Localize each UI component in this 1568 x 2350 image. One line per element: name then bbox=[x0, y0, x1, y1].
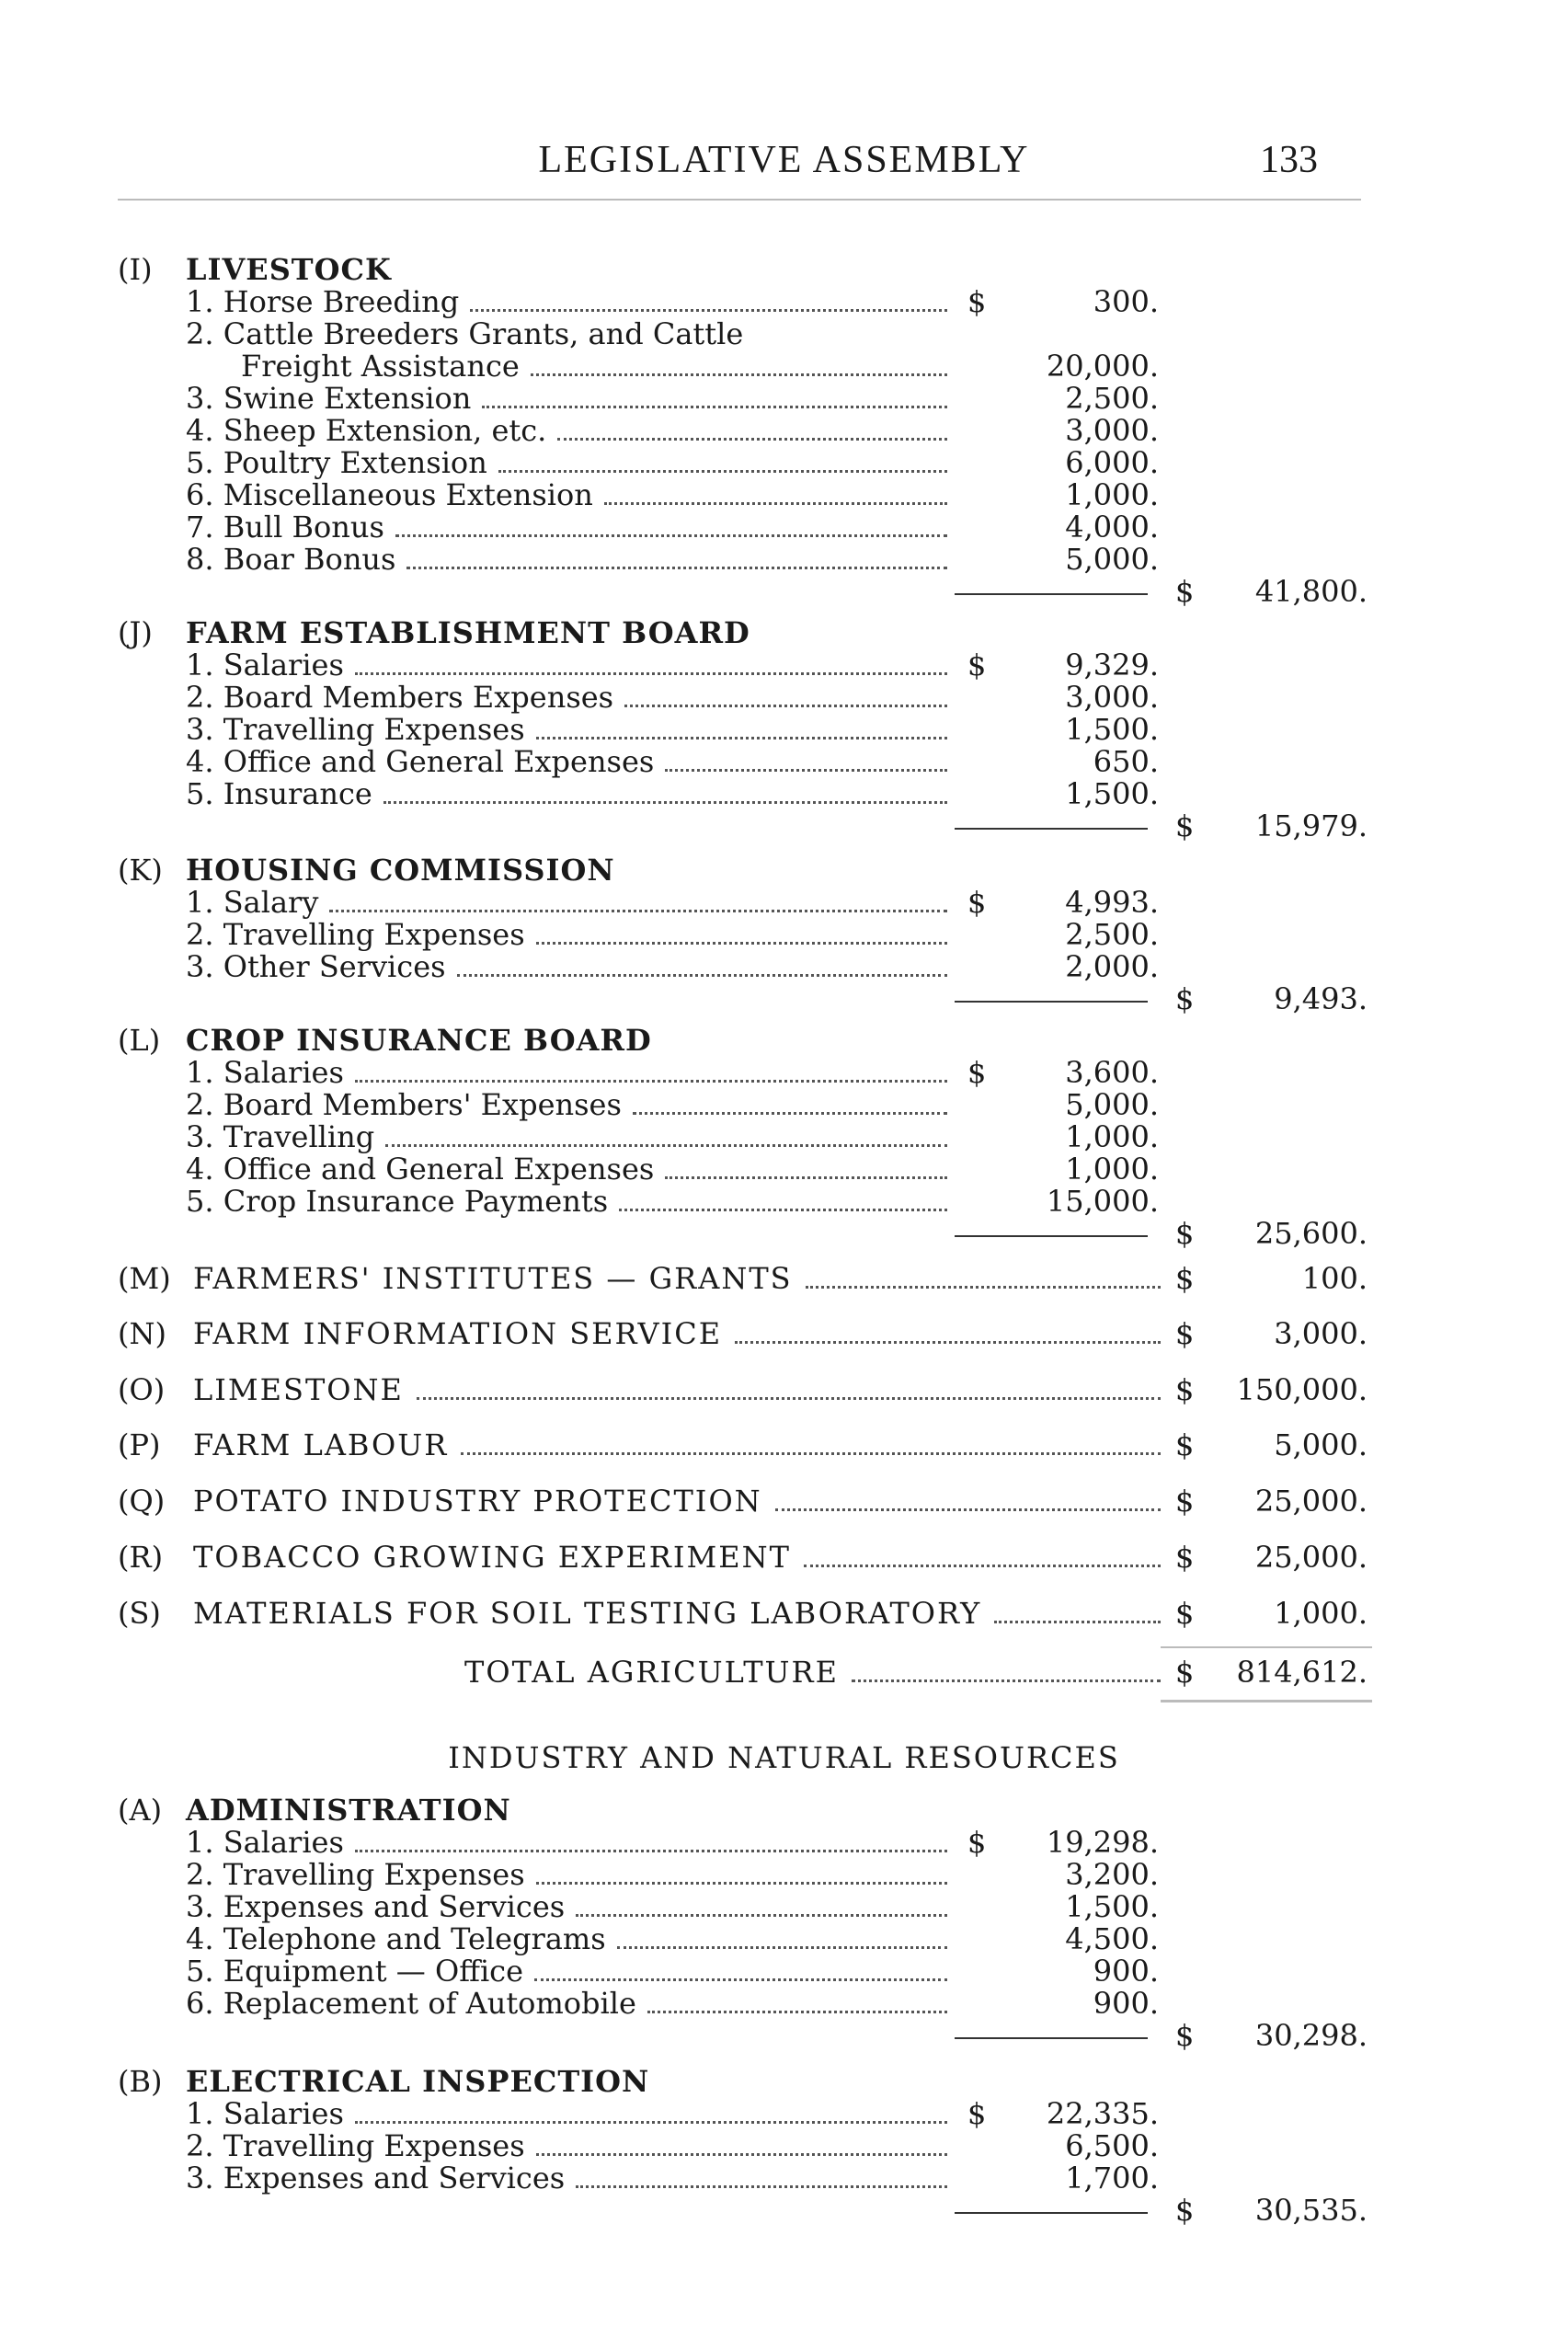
item-label: 1. Salary bbox=[186, 885, 319, 920]
subtotal-rule bbox=[955, 1235, 1148, 1237]
section-total: 30,298. bbox=[1254, 2018, 1368, 2053]
leader-dots bbox=[806, 1286, 1161, 1289]
section-name: LIVESTOCK bbox=[186, 252, 392, 287]
dollar-sign: $ bbox=[1175, 2193, 1195, 2228]
table-row bbox=[0, 1890, 1568, 1923]
leader-dots bbox=[804, 1565, 1161, 1567]
table-row bbox=[0, 1428, 1568, 1462]
section-name: FARM ESTABLISHMENT BOARD bbox=[186, 615, 750, 650]
leader-dots bbox=[534, 1978, 947, 1981]
section-total: 25,600. bbox=[1254, 1216, 1368, 1251]
item-amount: 1,000. bbox=[1065, 1152, 1159, 1186]
table-row bbox=[0, 1152, 1568, 1186]
dollar-sign: $ bbox=[967, 1055, 987, 1090]
item-amount: 5,000. bbox=[1065, 1087, 1159, 1122]
item-label: 4. Telephone and Telegrams bbox=[186, 1921, 606, 1956]
section-total: 1,000. bbox=[1274, 1596, 1368, 1631]
item-amount: 2,500. bbox=[1065, 917, 1159, 952]
table-row bbox=[0, 2097, 1568, 2130]
section-total: 814,612. bbox=[1236, 1655, 1368, 1690]
leader-dots bbox=[617, 1946, 947, 1949]
item-label: 5. Equipment — Office bbox=[186, 1954, 524, 1989]
dollar-sign: $ bbox=[1175, 574, 1195, 609]
leader-dots bbox=[406, 567, 947, 569]
item-label: 1. Salaries bbox=[186, 1825, 344, 1860]
leader-dots bbox=[383, 801, 947, 804]
leader-dots bbox=[482, 406, 947, 408]
leader-dots bbox=[852, 1679, 1161, 1682]
item-amount: 5,000. bbox=[1065, 542, 1159, 577]
item-label: 1. Salaries bbox=[186, 1055, 344, 1090]
item-amount: 3,600. bbox=[1065, 1055, 1159, 1090]
item-label: 2. Board Members Expenses bbox=[186, 680, 614, 715]
table-row bbox=[0, 1987, 1568, 2020]
section-total: 9,493. bbox=[1274, 981, 1368, 1016]
section-name: HOUSING COMMISSION bbox=[186, 853, 615, 888]
section-total: 15,979. bbox=[1254, 808, 1368, 843]
table-row bbox=[0, 1826, 1568, 1859]
table-row bbox=[0, 1541, 1568, 1574]
table-row bbox=[0, 1120, 1568, 1153]
dollar-sign: $ bbox=[967, 885, 987, 920]
item-amount: 1,500. bbox=[1065, 712, 1159, 747]
leader-dots bbox=[355, 1850, 947, 1852]
table-row bbox=[0, 1858, 1568, 1891]
table-row bbox=[0, 616, 1568, 649]
section-key: (B) bbox=[118, 2064, 163, 2099]
item-amount: 900. bbox=[1093, 1986, 1159, 2021]
section-name: LIMESTONE bbox=[193, 1372, 404, 1407]
item-label: 2. Travelling Expenses bbox=[186, 2128, 525, 2163]
leader-dots bbox=[994, 1621, 1161, 1623]
item-label: 5. Crop Insurance Payments bbox=[186, 1184, 609, 1219]
item-label: 7. Bull Bonus bbox=[186, 510, 384, 545]
leader-dots bbox=[624, 705, 947, 707]
item-label: 1. Salaries bbox=[186, 648, 344, 682]
item-amount: 3,000. bbox=[1065, 413, 1159, 448]
table-row bbox=[0, 446, 1568, 479]
subtotal-rule bbox=[955, 593, 1148, 595]
item-amount: 900. bbox=[1093, 1954, 1159, 1989]
section-key: (S) bbox=[118, 1596, 161, 1631]
section-key: (N) bbox=[118, 1316, 166, 1351]
item-label: 3. Swine Extension bbox=[186, 381, 472, 416]
item-label: 4. Office and General Expenses bbox=[186, 1152, 655, 1186]
item-label: 3. Other Services bbox=[186, 949, 446, 984]
subtotal-rule bbox=[955, 1001, 1148, 1003]
section-total: 3,000. bbox=[1274, 1316, 1368, 1351]
table-row bbox=[0, 1262, 1568, 1295]
item-label: 8. Boar Bonus bbox=[186, 542, 396, 577]
dollar-sign: $ bbox=[1175, 1427, 1195, 1462]
leader-dots bbox=[536, 2153, 947, 2156]
page-title: LEGISLATIVE ASSEMBLY bbox=[538, 139, 1030, 181]
table-row bbox=[0, 2019, 1568, 2052]
leader-dots bbox=[576, 2185, 947, 2188]
table-row bbox=[0, 1922, 1568, 1955]
section-key: (K) bbox=[118, 853, 163, 888]
item-amount: 19,298. bbox=[1046, 1825, 1159, 1860]
dollar-sign: $ bbox=[1175, 1261, 1195, 1296]
section-total: 150,000. bbox=[1236, 1372, 1368, 1407]
table-row bbox=[0, 350, 1568, 383]
table-row bbox=[0, 2129, 1568, 2162]
leader-dots bbox=[457, 974, 947, 977]
item-label: 6. Replacement of Automobile bbox=[186, 1986, 636, 2021]
dollar-sign: $ bbox=[1175, 1655, 1195, 1690]
dollar-sign: $ bbox=[967, 1825, 987, 1860]
section-total: 30,535. bbox=[1254, 2193, 1368, 2228]
dollar-sign: $ bbox=[1175, 2018, 1195, 2053]
section-key: (R) bbox=[118, 1540, 164, 1575]
table-row bbox=[0, 2065, 1568, 2098]
item-amount: 3,200. bbox=[1065, 1857, 1159, 1892]
section-key: (M) bbox=[118, 1261, 171, 1296]
leader-dots bbox=[576, 1914, 947, 1917]
item-amount: 15,000. bbox=[1046, 1184, 1159, 1219]
table-row bbox=[0, 1955, 1568, 1988]
leader-dots bbox=[385, 1144, 947, 1147]
total-rule-bottom bbox=[1161, 1700, 1372, 1702]
section-total: 25,000. bbox=[1254, 1540, 1368, 1575]
leader-dots bbox=[665, 1176, 947, 1179]
dollar-sign: $ bbox=[1175, 1316, 1195, 1351]
table-row bbox=[0, 918, 1568, 951]
leader-dots bbox=[531, 373, 947, 376]
section-name: FARMERS' INSTITUTES — GRANTS bbox=[193, 1261, 793, 1296]
section-key: (Q) bbox=[118, 1484, 166, 1519]
leader-dots bbox=[775, 1508, 1161, 1511]
table-row bbox=[0, 414, 1568, 447]
leader-dots bbox=[633, 1112, 947, 1115]
leader-dots bbox=[536, 737, 947, 739]
table-row bbox=[0, 713, 1568, 746]
item-label: 6. Miscellaneous Extension bbox=[186, 477, 593, 512]
item-label: 4. Sheep Extension, etc. bbox=[186, 413, 547, 448]
subtotal-rule bbox=[955, 828, 1148, 830]
item-label: 3. Travelling bbox=[186, 1119, 375, 1154]
item-label: 5. Insurance bbox=[186, 776, 372, 811]
table-row bbox=[0, 253, 1568, 286]
section-name: POTATO INDUSTRY PROTECTION bbox=[193, 1484, 762, 1519]
table-row bbox=[0, 1317, 1568, 1350]
dollar-sign: $ bbox=[967, 648, 987, 682]
leader-dots bbox=[355, 672, 947, 675]
item-amount: 1,500. bbox=[1065, 776, 1159, 811]
table-row bbox=[0, 648, 1568, 682]
item-label: 2. Cattle Breeders Grants, and Cattle bbox=[186, 316, 744, 351]
table-row bbox=[0, 1597, 1568, 1630]
section-key: (L) bbox=[118, 1023, 161, 1058]
dollar-sign: $ bbox=[1175, 1372, 1195, 1407]
section-name: ELECTRICAL INSPECTION bbox=[186, 2064, 650, 2099]
section-name: ADMINISTRATION bbox=[186, 1793, 511, 1828]
dollar-sign: $ bbox=[967, 2096, 987, 2131]
item-amount: 6,000. bbox=[1065, 445, 1159, 480]
item-amount: 4,993. bbox=[1065, 885, 1159, 920]
leader-dots bbox=[395, 534, 947, 537]
section-total: 5,000. bbox=[1274, 1427, 1368, 1462]
item-amount: 6,500. bbox=[1065, 2128, 1159, 2163]
item-label: 3. Expenses and Services bbox=[186, 1889, 566, 1924]
header-rule bbox=[118, 199, 1361, 201]
dollar-sign: $ bbox=[967, 284, 987, 319]
item-amount: 1,500. bbox=[1065, 1889, 1159, 1924]
leader-dots bbox=[619, 1209, 947, 1211]
item-amount: 2,500. bbox=[1065, 381, 1159, 416]
item-label: 5. Poultry Extension bbox=[186, 445, 487, 480]
leader-dots bbox=[461, 1452, 1161, 1455]
subtotal-rule bbox=[955, 2037, 1148, 2039]
section-total: 100. bbox=[1301, 1261, 1368, 1296]
page-number: 133 bbox=[1260, 139, 1318, 181]
leader-dots bbox=[355, 1080, 947, 1083]
item-label: 1. Horse Breeding bbox=[186, 284, 460, 319]
section-name: TOTAL AGRICULTURE bbox=[464, 1655, 839, 1690]
section-name: MATERIALS FOR SOIL TESTING LABORATORY bbox=[193, 1596, 982, 1631]
table-row bbox=[0, 1056, 1568, 1089]
table-row bbox=[0, 950, 1568, 983]
item-label: 1. Salaries bbox=[186, 2096, 344, 2131]
dollar-sign: $ bbox=[1175, 1540, 1195, 1575]
leader-dots bbox=[665, 769, 947, 772]
table-row bbox=[0, 809, 1568, 843]
leader-dots bbox=[647, 2011, 947, 2013]
table-row bbox=[0, 382, 1568, 415]
section-key: (A) bbox=[118, 1793, 163, 1828]
leader-dots bbox=[470, 309, 947, 312]
item-label: 3. Travelling Expenses bbox=[186, 712, 525, 747]
item-amount: 9,329. bbox=[1065, 648, 1159, 682]
leader-dots bbox=[557, 438, 947, 441]
leader-dots bbox=[735, 1341, 1161, 1344]
table-row bbox=[0, 745, 1568, 778]
section-key: (O) bbox=[118, 1372, 166, 1407]
table-row bbox=[0, 1485, 1568, 1518]
table-row bbox=[0, 886, 1568, 919]
item-label: 4. Office and General Expenses bbox=[186, 744, 655, 779]
section-heading: INDUSTRY AND NATURAL RESOURCES bbox=[448, 1740, 1120, 1775]
section-name: FARM LABOUR bbox=[193, 1427, 449, 1462]
item-amount: 1,000. bbox=[1065, 477, 1159, 512]
table-row bbox=[0, 681, 1568, 714]
item-label: Freight Assistance bbox=[241, 349, 520, 384]
table-row bbox=[0, 317, 1568, 350]
section-key: (J) bbox=[118, 615, 153, 650]
section-name: TOBACCO GROWING EXPERIMENT bbox=[193, 1540, 791, 1575]
section-name: FARM INFORMATION SERVICE bbox=[193, 1316, 723, 1351]
subtotal-rule bbox=[955, 2212, 1148, 2214]
table-row bbox=[0, 285, 1568, 318]
item-amount: 1,000. bbox=[1065, 1119, 1159, 1154]
section-total: 25,000. bbox=[1254, 1484, 1368, 1519]
table-row bbox=[0, 854, 1568, 887]
dollar-sign: $ bbox=[1175, 1216, 1195, 1251]
leader-dots bbox=[498, 470, 947, 473]
item-amount: 4,000. bbox=[1065, 510, 1159, 545]
table-row bbox=[0, 1217, 1568, 1250]
item-amount: 1,700. bbox=[1065, 2161, 1159, 2195]
item-label: 3. Expenses and Services bbox=[186, 2161, 566, 2195]
leader-dots bbox=[355, 2121, 947, 2124]
leader-dots bbox=[536, 1882, 947, 1885]
leader-dots bbox=[417, 1397, 1161, 1400]
table-row bbox=[0, 510, 1568, 544]
dollar-sign: $ bbox=[1175, 1484, 1195, 1519]
table-row bbox=[0, 575, 1568, 608]
table-row bbox=[0, 777, 1568, 810]
table-row bbox=[0, 1373, 1568, 1406]
table-row bbox=[0, 1656, 1568, 1689]
section-key: (I) bbox=[118, 252, 153, 287]
leader-dots bbox=[604, 502, 947, 505]
dollar-sign: $ bbox=[1175, 808, 1195, 843]
item-label: 2. Board Members' Expenses bbox=[186, 1087, 622, 1122]
table-row bbox=[0, 543, 1568, 576]
item-label: 2. Travelling Expenses bbox=[186, 1857, 525, 1892]
item-amount: 650. bbox=[1093, 744, 1159, 779]
leader-dots bbox=[329, 910, 947, 912]
item-amount: 3,000. bbox=[1065, 680, 1159, 715]
section-total: 41,800. bbox=[1254, 574, 1368, 609]
table-row bbox=[0, 1794, 1568, 1827]
dollar-sign: $ bbox=[1175, 1596, 1195, 1631]
section-key: (P) bbox=[118, 1427, 161, 1462]
table-row bbox=[0, 2194, 1568, 2227]
item-amount: 4,500. bbox=[1065, 1921, 1159, 1956]
item-amount: 22,335. bbox=[1046, 2096, 1159, 2131]
dollar-sign: $ bbox=[1175, 981, 1195, 1016]
total-rule-top bbox=[1161, 1646, 1372, 1648]
item-label: 2. Travelling Expenses bbox=[186, 917, 525, 952]
item-amount: 300. bbox=[1093, 284, 1159, 319]
table-row bbox=[0, 478, 1568, 511]
table-row bbox=[0, 2161, 1568, 2195]
table-row bbox=[0, 1185, 1568, 1218]
table-row bbox=[0, 1088, 1568, 1121]
item-amount: 2,000. bbox=[1065, 949, 1159, 984]
leader-dots bbox=[536, 942, 947, 945]
section-name: CROP INSURANCE BOARD bbox=[186, 1023, 652, 1058]
item-amount: 20,000. bbox=[1046, 349, 1159, 384]
table-row bbox=[0, 982, 1568, 1015]
table-row bbox=[0, 1024, 1568, 1057]
